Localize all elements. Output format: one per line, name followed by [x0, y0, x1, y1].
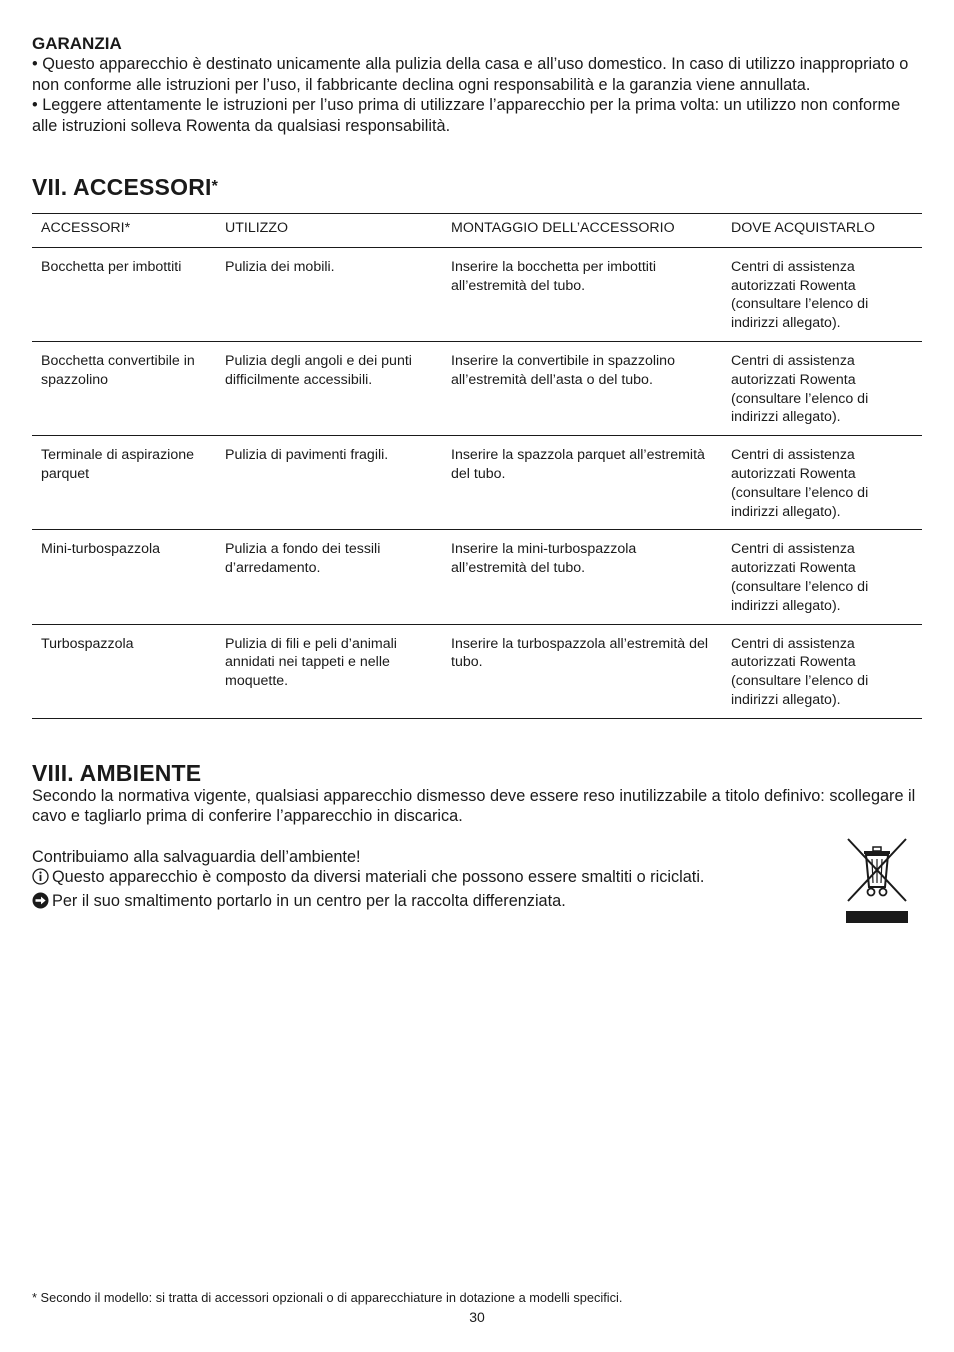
weee-bar: [846, 911, 908, 923]
column-header: UTILIZZO: [216, 214, 442, 248]
garanzia-paragraph-1: • Questo apparecchio è destinato unicamente alla pulizia della casa e all’uso domestico. In caso di utilizzo inappropriato o non conforme alle istruzioni per l’uso, il fabbricante declina ogni responsabilità e la garanzia viene annullata.: [32, 55, 909, 94]
table-header-row: [32, 214, 922, 248]
ambiente-info-line: [32, 867, 832, 891]
column-header: ACCESSORI*: [32, 214, 216, 248]
crossed-bin-icon: [846, 837, 908, 923]
table-row: [32, 247, 922, 341]
table-cell: Centri di assistenza autorizzati Rowenta (consultare l’elenco di indirizzi allegato).: [722, 624, 922, 718]
table-cell: Turbospazzola: [32, 624, 216, 718]
table-cell: Pulizia a fondo dei tessili d’arredamento.: [216, 530, 442, 624]
table-cell: Bocchetta convertibile in spazzolino: [32, 341, 216, 435]
info-circle-icon: [32, 868, 49, 891]
footnote: * Secondo il modello: si tratta di accessori opzionali o di apparecchiature in dotazione a modelli specifici.: [32, 1290, 623, 1305]
table-cell: Pulizia degli angoli e dei punti difficilmente accessibili.: [216, 341, 442, 435]
ambiente-intro: Secondo la normativa vigente, qualsiasi apparecchio dismesso deve essere reso inutilizzabile a titolo definivo: scollegare il cavo e tagliarlo prima di conferire l’apparecchio in discarica.: [32, 786, 916, 826]
table-cell: Bocchetta per imbottiti: [32, 247, 216, 341]
arrow-right-circle-icon: [32, 892, 49, 915]
table-row: [32, 436, 922, 530]
column-header: DOVE ACQUISTARLO: [722, 214, 922, 248]
table-row: [32, 624, 922, 718]
environment-notice: [32, 847, 922, 915]
column-header: MONTAGGIO DELL’ACCESSORIO: [442, 214, 722, 248]
accessori-table: [32, 213, 922, 719]
table-row: [32, 341, 922, 435]
ambiente-info-text: Questo apparecchio è composto da diversi materiali che possono essere smaltiti o riciclati.: [52, 868, 705, 887]
table-cell: Pulizia dei mobili.: [216, 247, 442, 341]
table-cell: Inserire la spazzola parquet all’estremità del tubo.: [442, 436, 722, 530]
table-cell: Inserire la convertibile in spazzolino all’estremità dell’asta o del tubo.: [442, 341, 722, 435]
table-cell: Centri di assistenza autorizzati Rowenta (consultare l’elenco di indirizzi allegato).: [722, 341, 922, 435]
table-cell: Pulizia di fili e peli d’animali annidati nei tappeti e nelle moquette.: [216, 624, 442, 718]
table-cell: Inserire la mini-turbospazzola all’estremità del tubo.: [442, 530, 722, 624]
ambiente-action-text: Per il suo smaltimento portarlo in un centro per la raccolta differenziata.: [52, 891, 566, 910]
table-cell: Centri di assistenza autorizzati Rowenta (consultare l’elenco di indirizzi allegato).: [722, 530, 922, 624]
table-cell: Inserire la turbospazzola all’estremità del tubo.: [442, 624, 722, 718]
ambiente-slogan: Contribuiamo alla salvaguardia dell’ambiente!: [32, 847, 361, 866]
table-cell: Inserire la bocchetta per imbottiti all’estremità del tubo.: [442, 247, 722, 341]
table-cell: Mini-turbospazzola: [32, 530, 216, 624]
garanzia-paragraph-2: • Leggere attentamente le istruzioni per l’uso prima di utilizzare l’apparecchio per la prima volta: un utilizzo non conforme alle istruzioni solleva Rowenta da qualsiasi responsabilità.: [32, 96, 901, 135]
accessori-title-mark: *: [211, 178, 219, 195]
accessori-title: VII. ACCESSORI: [32, 174, 212, 200]
page-number: 30: [469, 1309, 485, 1325]
table-row: [32, 530, 922, 624]
ambiente-title: VIII. AMBIENTE: [32, 759, 202, 786]
table-cell: Pulizia di pavimenti fragili.: [216, 436, 442, 530]
garanzia-title: GARANZIA: [32, 34, 122, 53]
table-cell: Terminale di aspirazione parquet: [32, 436, 216, 530]
accessori-heading: [32, 174, 922, 200]
page-content: [32, 34, 922, 914]
table-cell: Centri di assistenza autorizzati Rowenta (consultare l’elenco di indirizzi allegato).: [722, 436, 922, 530]
ambiente-action-line: [32, 891, 832, 915]
table-cell: Centri di assistenza autorizzati Rowenta (consultare l’elenco di indirizzi allegato).: [722, 247, 922, 341]
